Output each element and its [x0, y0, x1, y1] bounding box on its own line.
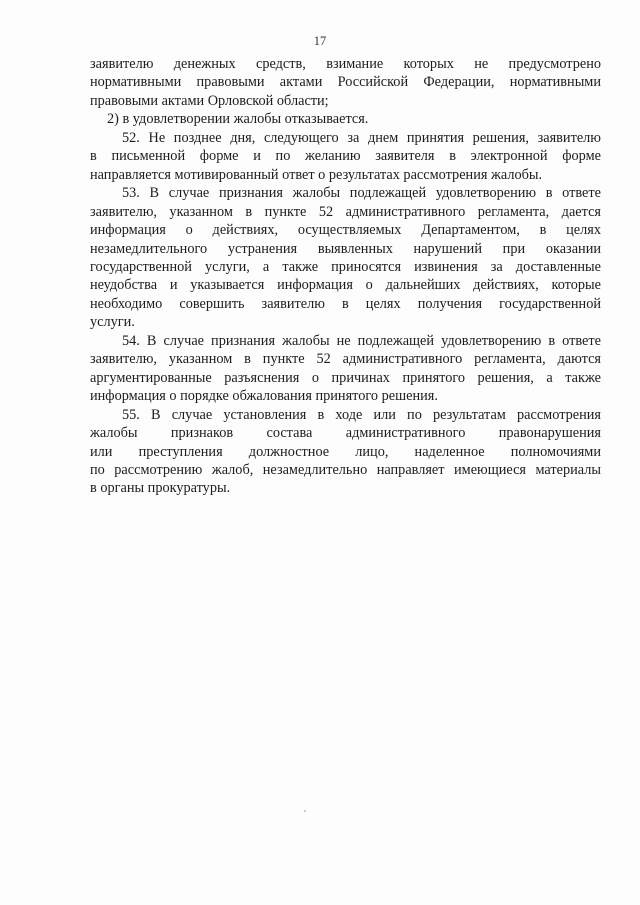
body-text — [90, 55, 601, 498]
text-line: в письменной форме и по желанию заявителя в электронной форме — [90, 148, 601, 165]
text-line: заявителю, указанном в пункте 52 административного регламента, даются — [90, 351, 601, 368]
text-line: заявителю, указанном в пункте 52 административного регламента, дается — [90, 203, 601, 220]
text-line: 55. В случае установления в ходе или по результатам рассмотрения — [122, 406, 601, 423]
text-line: необходимо совершить заявителю в целях получения государственной — [90, 295, 601, 312]
text-line: правовыми актами Орловской области; — [90, 92, 329, 109]
text-line: по рассмотрению жалоб, незамедлительно направляет имеющиеся материалы — [90, 461, 601, 478]
text-line: 54. В случае признания жалобы не подлежащей удовлетворению в ответе — [122, 332, 601, 349]
text-line: неудобства и указывается информация о дальнейших действиях, которые — [90, 277, 601, 294]
text-line: государственной услуги, а также приносятся извинения за доставленные — [90, 258, 601, 275]
text-line: заявителю денежных средств, взимание которых не предусмотрено — [90, 56, 601, 72]
text-line: 52. Не позднее дня, следующего за днем принятия решения, заявителю — [122, 129, 601, 146]
text-line: 53. В случае признания жалобы подлежащей удовлетворению в ответе — [122, 185, 601, 202]
page-number: 17 — [313, 34, 327, 48]
scan-speck — [304, 810, 306, 812]
paragraph-item-2 — [90, 110, 601, 128]
text-line: 2) в удовлетворении жалобы отказывается. — [107, 111, 369, 128]
paragraph-55 — [90, 406, 601, 498]
text-line: незамедлительного устранения выявленных нарушений при оказании — [90, 240, 601, 257]
paragraph-54 — [90, 332, 601, 406]
text-line: информация о действиях, осуществляемых Департаментом, в целях — [90, 222, 601, 239]
text-line: нормативными правовыми актами Российской Федерации, нормативными — [90, 74, 601, 91]
text-line: информация о порядке обжалования принятого решения. — [90, 388, 438, 405]
text-line: направляется мотивированный ответ о результатах рассмотрения жалобы. — [90, 166, 543, 183]
text-line: жалобы признаков состава административного правонарушения — [90, 425, 601, 442]
paragraph-continuation — [90, 55, 601, 110]
paragraph-52 — [90, 129, 601, 184]
paragraph-53 — [90, 184, 601, 332]
text-line: в органы прокуратуры. — [90, 480, 231, 497]
text-line: или преступления должностное лицо, наделенное полномочиями — [90, 443, 601, 460]
text-line: услуги. — [90, 314, 135, 331]
text-line: аргументированные разъяснения о причинах принятого решения, а также — [90, 369, 601, 386]
